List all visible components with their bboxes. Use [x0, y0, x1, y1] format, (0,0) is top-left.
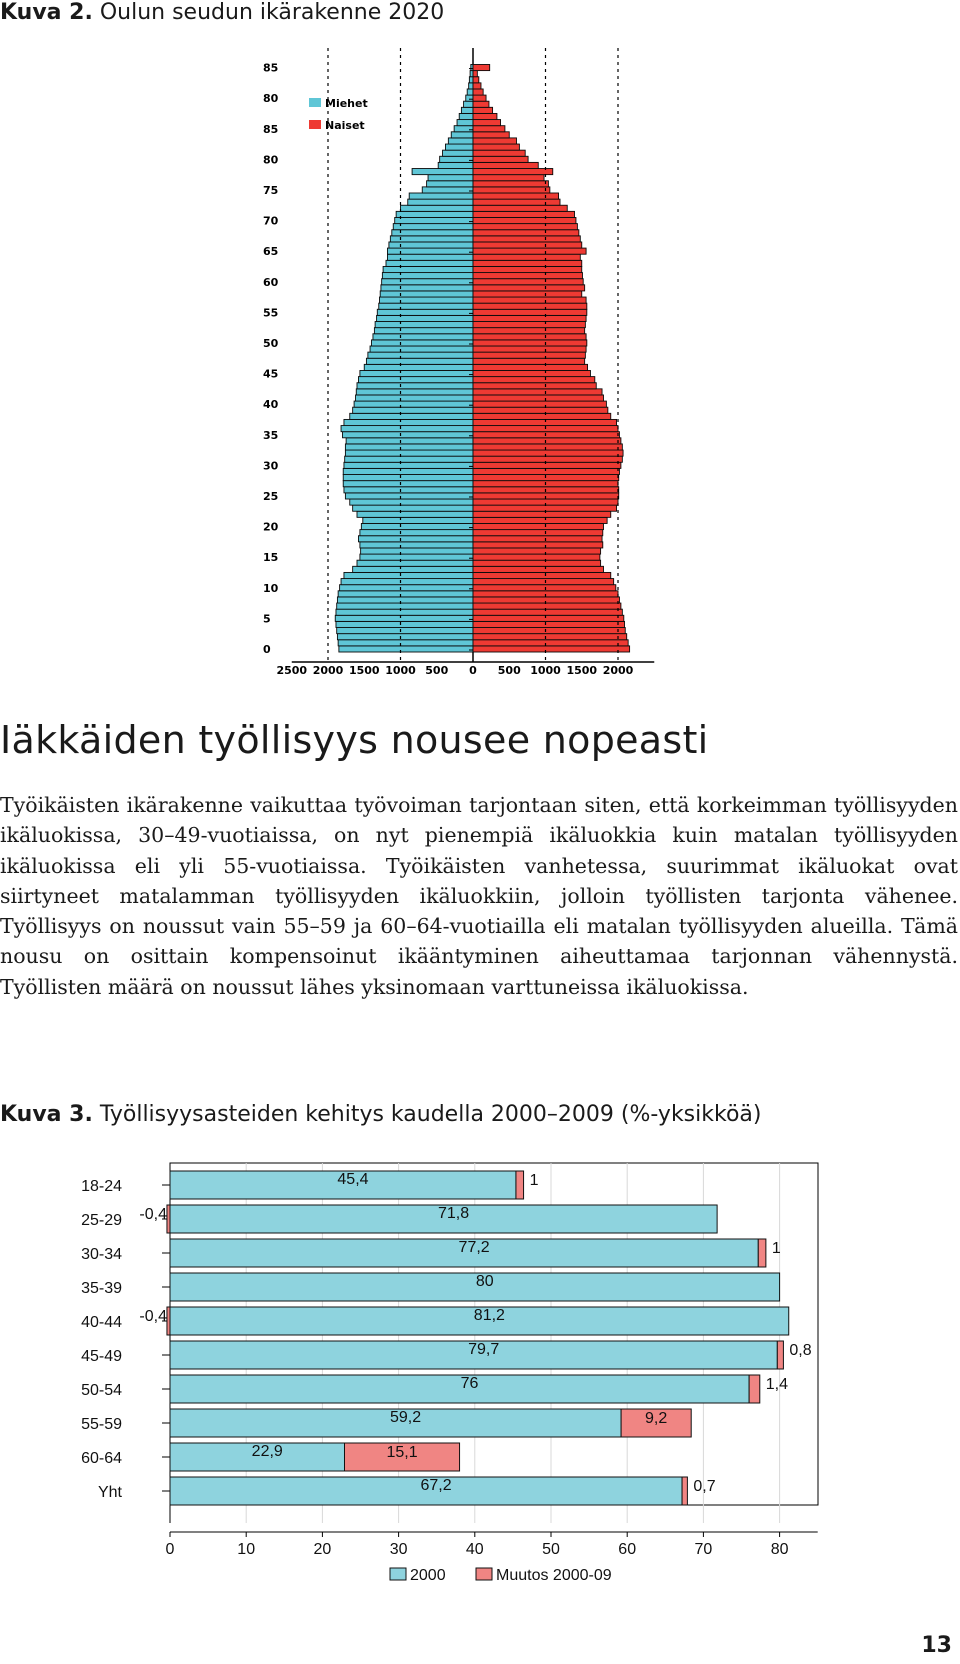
category-label: 18-24: [81, 1178, 122, 1195]
female-bar: [473, 162, 538, 168]
male-bar: [373, 334, 473, 340]
female-bar: [473, 346, 586, 352]
female-bar: [473, 95, 486, 101]
male-bar: [341, 579, 473, 585]
female-bar: [473, 181, 548, 187]
male-bar: [412, 169, 473, 175]
male-bar: [390, 236, 473, 242]
x-tick-label: 30: [389, 1541, 408, 1558]
pyramid-y-tick: 20: [263, 520, 279, 534]
female-bar: [473, 456, 622, 462]
male-bar: [357, 383, 473, 389]
pyramid-y-tick: 35: [263, 428, 279, 442]
male-bar: [358, 377, 473, 383]
female-bar: [473, 383, 596, 389]
female-bar: [473, 230, 579, 236]
female-bar: [473, 413, 611, 419]
male-bar: [386, 260, 473, 266]
category-label: 35-39: [81, 1280, 122, 1297]
pyramid-x-tick: 500: [497, 664, 521, 677]
pyramid-y-tick: 45: [263, 367, 279, 381]
change-value-label: 0,8: [789, 1342, 812, 1359]
pyramid-y-tick: 75: [263, 184, 279, 197]
male-bar: [343, 475, 473, 481]
female-bar: [473, 389, 602, 395]
female-bar: [473, 517, 607, 523]
female-bar: [473, 315, 586, 321]
pyramid-y-tick: 85: [263, 122, 279, 136]
female-bar: [473, 505, 617, 511]
pyramid-x-tick: 500: [425, 664, 449, 677]
change-bar: [758, 1239, 766, 1267]
pyramid-y-tick: 30: [263, 459, 279, 473]
x-tick-label: 0: [165, 1541, 175, 1558]
male-bar: [353, 407, 473, 413]
female-bar: [473, 248, 586, 254]
female-bar: [473, 138, 517, 144]
female-bar: [473, 322, 585, 328]
male-bar: [341, 426, 473, 432]
male-bar: [345, 444, 473, 450]
change-value-label: -0,4: [139, 1308, 167, 1325]
male-bar: [372, 340, 474, 346]
female-bar: [473, 175, 544, 181]
male-bar: [357, 560, 473, 566]
legend-swatch-change: [476, 1568, 492, 1580]
male-bar: [344, 572, 473, 578]
male-bar: [368, 352, 473, 358]
pyramid-x-tick: 0: [469, 664, 477, 677]
category-label: 50-54: [81, 1382, 122, 1399]
male-bar: [339, 646, 473, 652]
male-bar: [422, 187, 473, 193]
female-bar: [473, 144, 519, 150]
male-bar: [345, 493, 473, 499]
male-bar: [389, 242, 473, 248]
male-bar: [381, 285, 473, 291]
pyramid-y-tick: 5: [263, 612, 271, 626]
male-bar: [440, 156, 473, 162]
male-bar: [346, 438, 473, 444]
female-bar: [473, 199, 560, 205]
female-bar: [473, 548, 601, 554]
male-bar: [358, 536, 473, 542]
male-bar: [343, 468, 473, 474]
male-bar: [360, 370, 473, 376]
female-bar: [473, 542, 603, 548]
pyramid-y-tick: 80: [263, 153, 279, 167]
pyramid-x-tick: 1000: [530, 664, 561, 677]
female-bar: [473, 291, 582, 297]
pyramid-y-tick: 70: [263, 214, 279, 228]
female-bar: [473, 260, 582, 266]
figure-caption-1: [0, 0, 444, 25]
female-bar: [473, 328, 585, 334]
female-bar: [473, 334, 586, 340]
change-bar: [682, 1477, 687, 1505]
female-bar: [473, 444, 622, 450]
male-bar: [451, 132, 473, 138]
female-bar: [473, 401, 606, 407]
base-value-label: 76: [460, 1375, 479, 1392]
male-bar: [343, 432, 474, 438]
female-bar: [473, 407, 608, 413]
pyramid-y-tick: 80: [263, 92, 279, 106]
male-bar: [364, 364, 473, 370]
male-bar: [393, 224, 473, 230]
female-bar: [473, 126, 505, 132]
legend-label: Muutos 2000-09: [496, 1567, 612, 1584]
male-bar: [408, 199, 473, 205]
pyramid-y-tick: 55: [263, 306, 279, 320]
male-bar: [360, 554, 473, 560]
male-bar: [361, 523, 473, 529]
x-tick-label: 50: [542, 1541, 560, 1558]
female-bar: [473, 266, 582, 272]
base-value-label: 81,2: [473, 1307, 505, 1324]
male-bar: [344, 487, 473, 493]
male-bar: [363, 517, 473, 523]
male-bar: [459, 113, 473, 119]
male-bar: [350, 413, 473, 419]
category-label: 25-29: [81, 1212, 122, 1229]
base-value-label: 80: [475, 1273, 494, 1290]
female-bar: [473, 603, 621, 609]
female-bar: [473, 303, 587, 309]
pyramid-y-tick: 25: [263, 490, 279, 503]
male-bar: [464, 101, 473, 107]
change-value-label: 1: [529, 1172, 539, 1189]
male-bar: [337, 634, 473, 640]
figure-caption-2: [0, 1102, 761, 1127]
base-value-label: 67,2: [420, 1477, 452, 1494]
male-bar: [379, 297, 473, 303]
female-bar: [473, 468, 619, 474]
male-bar: [354, 401, 473, 407]
pyramid-y-tick: 85: [263, 61, 279, 75]
female-bar: [473, 511, 611, 517]
female-bar: [473, 579, 614, 585]
change-value-label: 1,4: [765, 1376, 789, 1393]
male-bar: [457, 120, 473, 126]
male-bar: [428, 175, 473, 181]
page-number: 13: [921, 1633, 952, 1658]
female-bar: [473, 560, 601, 566]
female-bar: [473, 224, 577, 230]
female-bar: [473, 419, 617, 425]
male-bar: [401, 205, 474, 211]
female-bar: [473, 113, 497, 119]
female-bar: [473, 150, 525, 156]
male-bar: [445, 144, 473, 150]
male-bar: [353, 566, 473, 572]
male-bar: [427, 181, 473, 187]
male-bar: [344, 419, 473, 425]
male-bar: [438, 162, 473, 168]
x-tick-label: 80: [770, 1541, 789, 1558]
male-bar: [350, 499, 473, 505]
female-bar: [473, 432, 619, 438]
male-bar: [337, 603, 473, 609]
change-value-label: 9,2: [645, 1410, 668, 1427]
male-bar: [340, 585, 473, 591]
category-label: 60-64: [81, 1450, 122, 1467]
female-bar: [473, 156, 528, 162]
male-bar: [377, 309, 473, 315]
base-value-label: 45,4: [337, 1171, 369, 1188]
female-bar: [473, 352, 585, 358]
male-bar: [375, 322, 473, 328]
female-bar: [473, 169, 553, 175]
female-bar: [473, 554, 600, 560]
male-bar: [338, 591, 473, 597]
male-bar: [383, 266, 473, 272]
female-bar: [473, 364, 588, 370]
male-bar: [337, 628, 473, 634]
pyramid-y-tick: 10: [263, 581, 279, 595]
female-bar: [473, 597, 619, 603]
female-bar: [473, 640, 628, 646]
figure-label: Kuva 2.: [0, 0, 93, 25]
category-label: Yht: [97, 1484, 122, 1501]
female-bar: [473, 107, 493, 113]
female-bar: [473, 585, 616, 591]
change-value-label: 0,7: [693, 1478, 716, 1495]
male-bar: [345, 456, 473, 462]
pyramid-x-tick: 2000: [312, 664, 344, 677]
female-bar: [473, 450, 623, 456]
female-bar: [473, 211, 575, 217]
male-bar: [377, 315, 473, 321]
male-bar: [454, 126, 473, 132]
male-bar: [469, 83, 473, 89]
pyramid-y-tick: 0: [263, 643, 271, 656]
legend-swatch: [309, 98, 321, 107]
male-bar: [466, 95, 473, 101]
legend-label: Naiset: [325, 119, 365, 132]
figure-title: Työllisyysasteiden kehitys kaudella 2000–2009 (%-yksikköä): [99, 1102, 762, 1127]
male-bar: [360, 530, 473, 536]
pyramid-y-tick: 60: [263, 275, 279, 289]
female-bar: [473, 523, 604, 529]
legend-swatch-2000: [390, 1568, 406, 1580]
category-label: 55-59: [81, 1416, 122, 1433]
male-bar: [380, 291, 473, 297]
female-bar: [473, 340, 587, 346]
pyramid-x-tick: 2500: [276, 664, 308, 677]
category-label: 30-34: [81, 1246, 122, 1263]
female-bar: [473, 217, 576, 223]
female-bar: [473, 536, 602, 542]
female-bar: [473, 64, 490, 70]
figure-label: Kuva 3.: [0, 1102, 93, 1127]
pyramid-x-tick: 2000: [602, 664, 634, 677]
x-tick-label: 20: [313, 1541, 332, 1558]
male-bar: [366, 358, 473, 364]
female-bar: [473, 615, 624, 621]
male-bar: [370, 346, 473, 352]
male-bar: [469, 77, 473, 83]
male-bar: [382, 279, 473, 285]
female-bar: [473, 377, 595, 383]
male-bar: [361, 548, 473, 554]
male-bar: [357, 511, 473, 517]
female-bar: [473, 83, 481, 89]
male-bar: [335, 615, 473, 621]
female-bar: [473, 77, 479, 83]
pyramid-y-tick: 15: [263, 551, 279, 565]
male-bar: [353, 505, 473, 511]
female-bar: [473, 530, 603, 536]
category-label: 45-49: [81, 1348, 122, 1365]
male-bar: [336, 609, 473, 615]
population-pyramid-chart: [0, 40, 960, 680]
male-bar: [395, 217, 473, 223]
female-bar: [473, 279, 583, 285]
pyramid-y-tick: 65: [263, 245, 279, 259]
x-tick-label: 60: [618, 1541, 637, 1558]
female-bar: [473, 187, 550, 193]
change-value-label: 1: [771, 1240, 781, 1257]
female-bar: [473, 205, 567, 211]
male-bar: [396, 211, 473, 217]
female-bar: [473, 285, 585, 291]
female-bar: [473, 572, 611, 578]
female-bar: [473, 101, 489, 107]
pyramid-x-tick: 1000: [385, 664, 416, 677]
x-tick-label: 40: [465, 1541, 484, 1558]
male-bar: [336, 621, 473, 627]
base-value-label: 71,8: [437, 1205, 470, 1222]
male-bar: [345, 450, 473, 456]
change-bar: [167, 1307, 170, 1335]
female-bar: [473, 566, 604, 572]
pyramid-x-tick: 1500: [348, 664, 380, 677]
base-value-label: 77,2: [458, 1239, 490, 1256]
female-bar: [473, 462, 621, 468]
male-bar: [343, 481, 473, 487]
pyramid-y-tick: 40: [263, 398, 279, 412]
base-value-label: 59,2: [389, 1409, 422, 1426]
female-bar: [473, 71, 477, 77]
base-bar: [170, 1273, 780, 1301]
x-tick-label: 10: [237, 1541, 256, 1558]
category-label: 40-44: [81, 1314, 122, 1331]
male-bar: [374, 328, 473, 334]
male-bar: [461, 107, 473, 113]
female-bar: [473, 358, 585, 364]
female-bar: [473, 236, 580, 242]
female-bar: [473, 609, 622, 615]
female-bar: [473, 395, 604, 401]
male-bar: [382, 273, 473, 279]
male-bar: [344, 462, 473, 468]
female-bar: [473, 370, 590, 376]
change-bar: [516, 1171, 524, 1199]
body-paragraph: Työikäisten ikärakenne vaikuttaa työvoiman tarjontaan siten, että korkeimman työllisyyden ikäluokissa, 30–49-vuotiaissa, on nyt pienempiä ikäluokkia kuin matalan työllisyyden ikäluokissa eli yli 55-vuotiaissa. Työikäisten vanhetessa, suurimmat ikäluokat ovat siirtyneet matalamman työllisyyden ikäluokkiin, jolloin työllisten tarjonta vähenee. Työllisyys on noussut vain 55–59 ja 60–64-vuotiailla eli matalan työllisyyden alueilla. Tämä nousu on osittain kompensoinut ikääntyminen aiheuttamaa tarjonnan vähennystä. Työllisten määrä on noussut lähes yksinomaan varttuneissa ikäluokissa.: [0, 793, 958, 999]
female-bar: [473, 438, 621, 444]
change-bar: [167, 1205, 170, 1233]
legend-label: Miehet: [325, 97, 368, 110]
male-bar: [356, 395, 473, 401]
female-bar: [473, 273, 582, 279]
pyramid-y-tick: 50: [263, 337, 279, 350]
change-value-label: 15,1: [386, 1444, 418, 1461]
figure-title: Oulun seudun ikärakenne 2020: [99, 0, 445, 25]
male-bar: [467, 89, 473, 95]
female-bar: [473, 120, 501, 126]
change-value-label: -0,4: [139, 1206, 167, 1223]
male-bar: [356, 389, 473, 395]
section-heading: Iäkkäiden työllisyys nousee nopeasti: [0, 718, 709, 762]
female-bar: [473, 89, 483, 95]
female-bar: [473, 297, 586, 303]
female-bar: [473, 242, 582, 248]
male-bar: [337, 597, 473, 603]
female-bar: [473, 309, 587, 315]
female-bar: [473, 254, 580, 260]
male-bar: [392, 230, 473, 236]
x-tick-label: 70: [694, 1541, 713, 1558]
male-bar: [338, 640, 473, 646]
female-bar: [473, 132, 509, 138]
male-bar: [360, 542, 473, 548]
female-bar: [473, 628, 625, 634]
base-value-label: 79,7: [468, 1341, 500, 1358]
change-bar: [777, 1341, 783, 1369]
male-bar: [448, 138, 473, 144]
pyramid-x-tick: 1500: [566, 664, 598, 677]
female-bar: [473, 646, 630, 652]
legend-label: 2000: [410, 1567, 446, 1584]
male-bar: [409, 193, 473, 199]
female-bar: [473, 634, 627, 640]
male-bar: [443, 150, 473, 156]
male-bar: [379, 303, 473, 309]
legend-swatch: [309, 120, 321, 129]
base-value-label: 22,9: [251, 1443, 283, 1460]
change-bar: [749, 1375, 760, 1403]
female-bar: [473, 621, 625, 627]
employment-rate-chart: [0, 1150, 960, 1590]
base-bar: [170, 1375, 749, 1403]
